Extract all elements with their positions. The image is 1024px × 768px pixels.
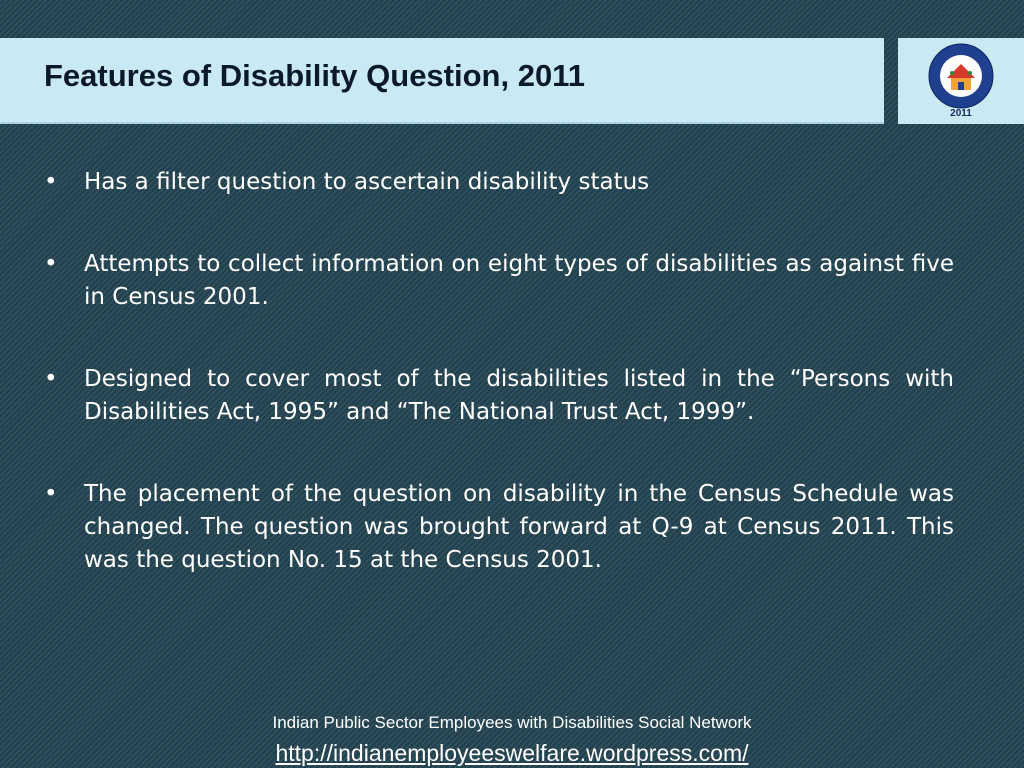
footer-organization: Indian Public Sector Employees with Disabilities Social Network	[272, 713, 752, 732]
bullet-marker: •	[44, 169, 58, 195]
bullet-text: Has a filter question to ascertain disability status	[84, 169, 650, 195]
bullet-marker: •	[44, 251, 58, 277]
bullet-marker: •	[44, 481, 58, 507]
bullet-item	[44, 248, 954, 314]
bullet-text: The placement of the question on disability in the Census Schedule was changed. The question was brought forward at Q-9 at Census 2011. This was the question No. 15 at the Census 2001.	[84, 481, 954, 573]
bullet-item	[44, 478, 954, 577]
logo-year: 2011	[950, 108, 972, 119]
bullet-text: Designed to cover most of the disabilities listed in the “Persons with Disabilities Act, 1995” and “The National Trust Act, 1999”.	[84, 366, 954, 425]
slide-title: Features of Disability Question, 2011	[44, 58, 585, 93]
census-of-india-logo-icon	[926, 42, 996, 110]
bullet-item	[44, 363, 954, 429]
bullet-list	[44, 166, 954, 577]
bullet-item	[44, 166, 954, 199]
bullet-marker: •	[44, 366, 58, 392]
logo-panel	[898, 38, 1024, 124]
bullet-text: Attempts to collect information on eight types of disabilities as against five in Census 2001.	[84, 251, 954, 310]
footer-url-link[interactable]: http://indianemployeeswelfare.wordpress.com/	[275, 740, 749, 766]
title-bar	[0, 38, 884, 124]
